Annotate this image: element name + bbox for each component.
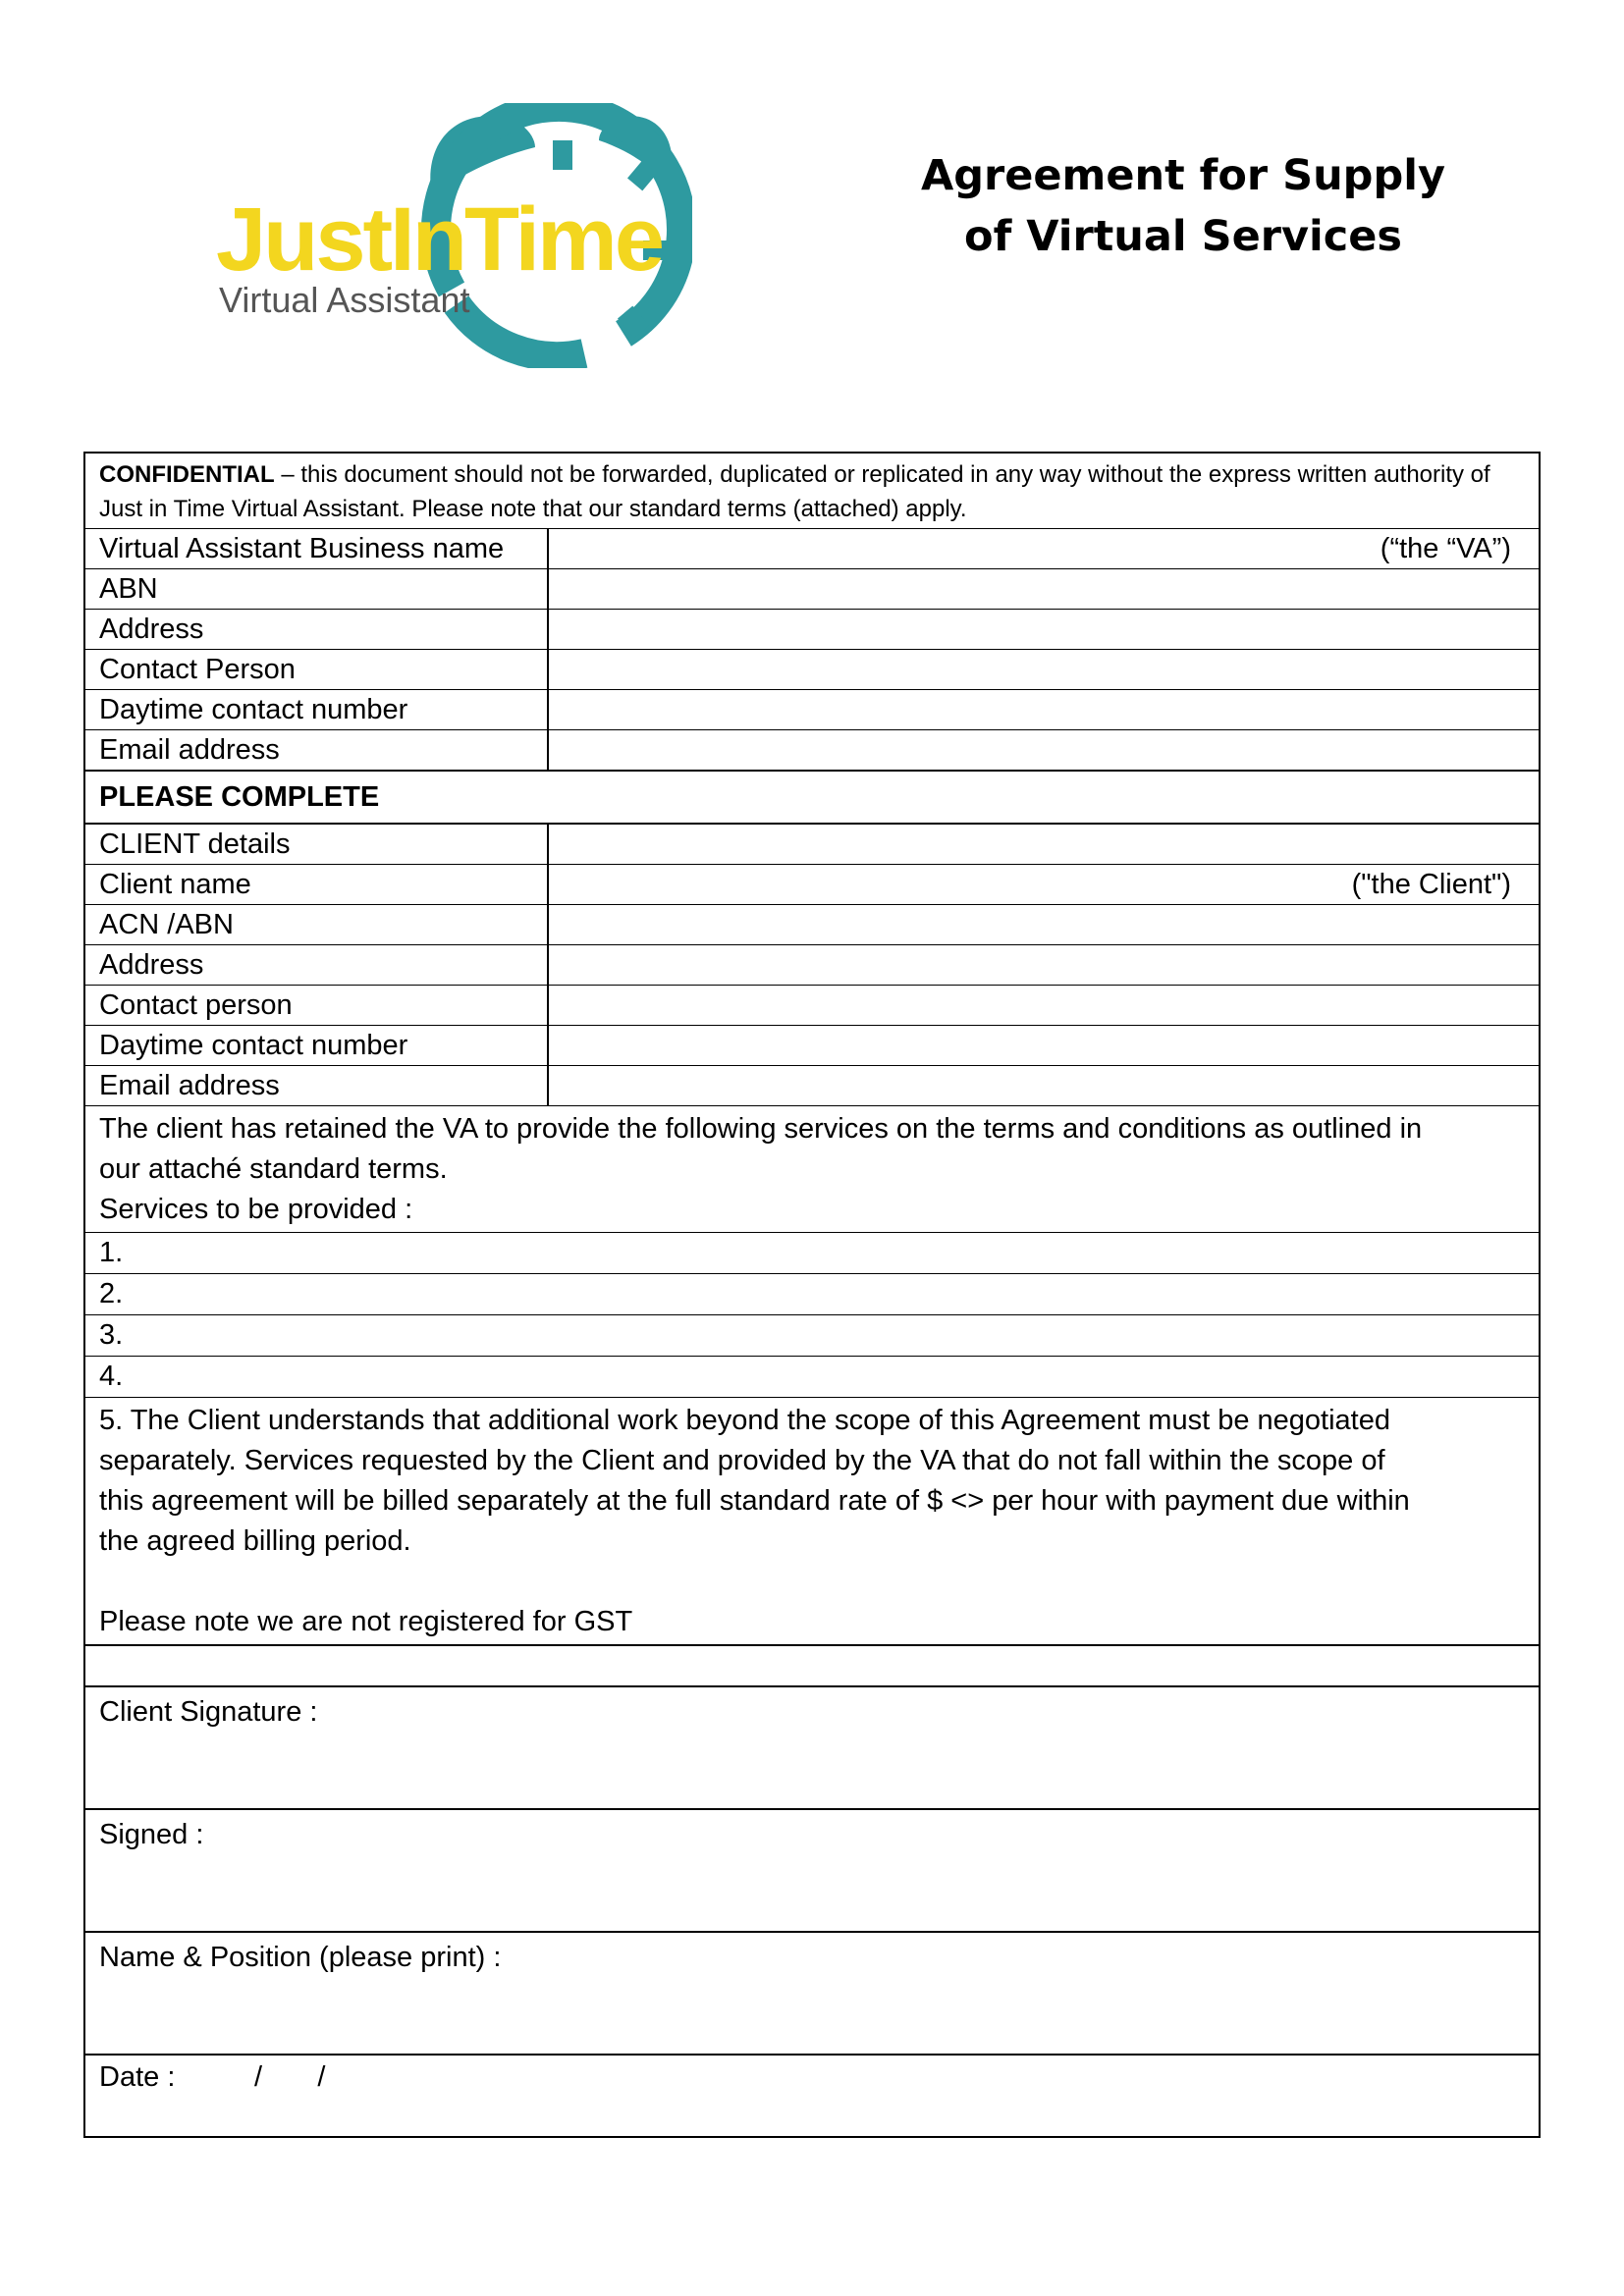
va-address-row: [85, 609, 1539, 649]
client-signature-row[interactable]: [85, 1685, 1539, 1808]
additional-line-4: the agreed billing period.: [99, 1525, 411, 1557]
client-suffix: ("the Client"): [1351, 869, 1511, 900]
client-signature-label: Client Signature :: [99, 1696, 318, 1728]
title-line-2: of Virtual Services: [964, 212, 1402, 261]
additional-line-2: separately. Services requested by the Client and provided by the VA that do not fall within the scope of: [99, 1445, 1385, 1476]
va-business-name-row: [85, 528, 1539, 568]
confidential-text: – this document should not be forwarded, duplicated or replicated in any way without the express written authority of Just in Time Virtual Assistant. Please note that our standard terms (attached) apply.: [99, 461, 1490, 522]
client-name-row: [85, 864, 1539, 904]
service-item-row[interactable]: [85, 1314, 1539, 1356]
service-item-row[interactable]: [85, 1232, 1539, 1273]
service-item-2: 2.: [99, 1278, 124, 1309]
additional-line-3: this agreement will be billed separately at the full standard rate of $ <> per hour with payment due within: [99, 1485, 1410, 1517]
va-abn-field[interactable]: [549, 569, 1539, 609]
please-complete-heading: PLEASE COMPLETE: [99, 781, 380, 813]
client-address-field[interactable]: [549, 945, 1539, 985]
client-name-field[interactable]: [549, 865, 1539, 904]
va-daytime-field[interactable]: [549, 690, 1539, 729]
va-daytime-label: Daytime contact number: [85, 690, 549, 729]
client-address-label: Address: [85, 945, 549, 985]
spacer-row: [85, 1644, 1539, 1685]
confidential-row: [85, 454, 1539, 528]
client-details-row: [85, 823, 1539, 864]
client-daytime-field[interactable]: [549, 1026, 1539, 1065]
client-acn-row: [85, 904, 1539, 944]
client-acn-label: ACN /ABN: [85, 905, 549, 944]
client-email-field[interactable]: [549, 1066, 1539, 1105]
client-email-row: [85, 1065, 1539, 1105]
additional-work-row: [85, 1397, 1539, 1644]
alarm-clock-logo-icon: [211, 103, 692, 368]
name-position-row[interactable]: [85, 1931, 1539, 2054]
services-intro-line-1: The client has retained the VA to provide the following services on the terms and conditions as outlined in: [99, 1113, 1423, 1145]
va-abn-row: [85, 568, 1539, 609]
services-intro-line-2: our attaché standard terms.: [99, 1153, 448, 1185]
service-item-row[interactable]: [85, 1273, 1539, 1314]
va-email-label: Email address: [85, 730, 549, 770]
client-details-label: CLIENT details: [85, 825, 549, 864]
date-row[interactable]: [85, 2054, 1539, 2136]
service-item-1: 1.: [99, 1237, 124, 1268]
services-intro-row: [85, 1105, 1539, 1232]
services-intro-line-3: Services to be provided :: [99, 1194, 413, 1225]
name-position-label: Name & Position (please print) :: [99, 1942, 502, 1973]
agreement-form: [83, 452, 1541, 2138]
title-line-1: Agreement for Supply: [920, 151, 1446, 200]
va-daytime-row: [85, 689, 1539, 729]
va-address-field[interactable]: [549, 610, 1539, 649]
va-business-name-field[interactable]: [549, 529, 1539, 568]
please-complete-row: [85, 770, 1539, 823]
client-address-row: [85, 944, 1539, 985]
client-daytime-row: [85, 1025, 1539, 1065]
va-abn-label: ABN: [85, 569, 549, 609]
client-contact-label: Contact person: [85, 986, 549, 1025]
service-item-3: 3.: [99, 1319, 124, 1351]
confidential-label: CONFIDENTIAL: [99, 461, 275, 488]
va-contact-field[interactable]: [549, 650, 1539, 689]
va-address-label: Address: [85, 610, 549, 649]
va-business-name-label: Virtual Assistant Business name: [85, 529, 549, 568]
logo-brand: JustInTime: [216, 189, 662, 290]
logo-tagline: Virtual Assistant: [219, 280, 470, 320]
additional-line-1: 5. The Client understands that additional work beyond the scope of this Agreement must be negotiated: [99, 1405, 1390, 1436]
date-label: Date : / /: [99, 2061, 326, 2093]
client-details-field[interactable]: [549, 825, 1539, 864]
client-acn-field[interactable]: [549, 905, 1539, 944]
va-contact-label: Contact Person: [85, 650, 549, 689]
document-title: [913, 145, 1453, 267]
blank-line: [99, 1562, 1525, 1602]
client-contact-field[interactable]: [549, 986, 1539, 1025]
service-item-row[interactable]: [85, 1356, 1539, 1397]
va-contact-row: [85, 649, 1539, 689]
va-suffix: (“the “VA”): [1380, 533, 1511, 564]
logo: [211, 103, 692, 368]
va-email-row: [85, 729, 1539, 770]
service-item-4: 4.: [99, 1361, 124, 1392]
client-daytime-label: Daytime contact number: [85, 1026, 549, 1065]
va-email-field[interactable]: [549, 730, 1539, 770]
client-name-label: Client name: [85, 865, 549, 904]
client-email-label: Email address: [85, 1066, 549, 1105]
gst-note: Please note we are not registered for GST: [99, 1606, 633, 1637]
signed-row[interactable]: [85, 1808, 1539, 1931]
signed-label: Signed :: [99, 1819, 204, 1850]
client-contact-row: [85, 985, 1539, 1025]
